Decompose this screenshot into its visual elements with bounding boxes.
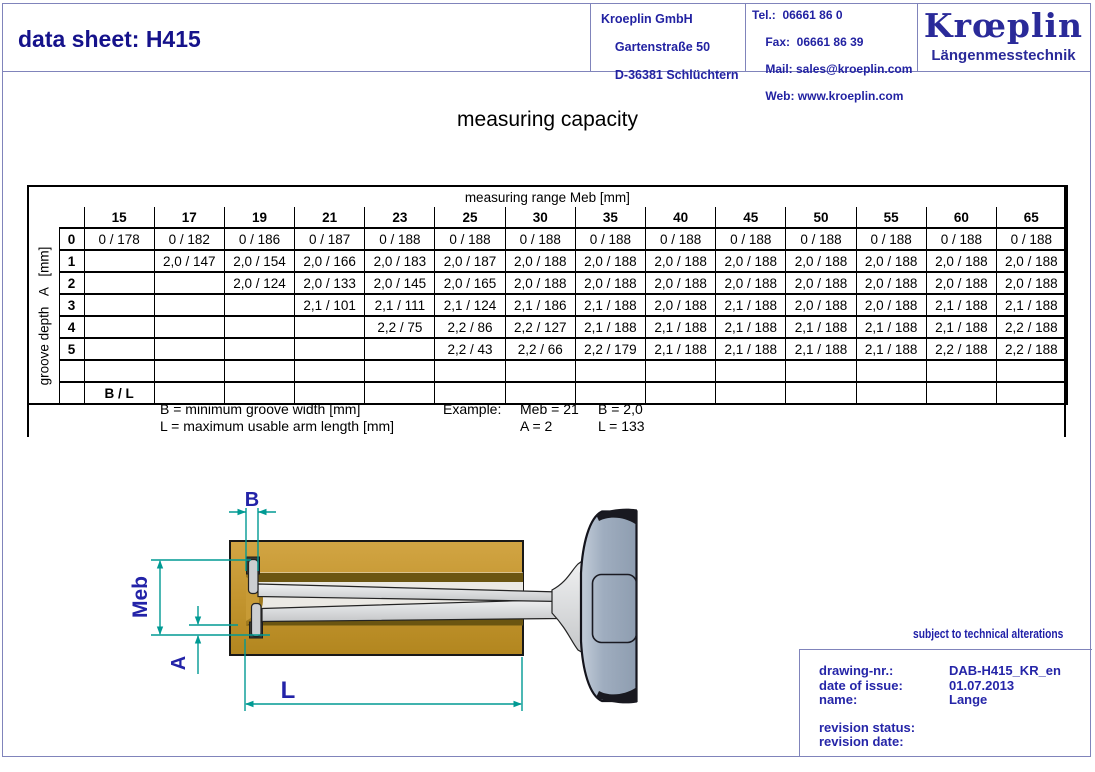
row-label xyxy=(59,382,84,404)
table-cell: 2,1 / 188 xyxy=(716,338,786,360)
table-cell: 2,0 / 188 xyxy=(856,250,926,272)
table-cell xyxy=(84,272,154,294)
table-cell: 2,2 / 66 xyxy=(505,338,575,360)
address-line-3: D-36381 Schlüchtern xyxy=(614,68,739,82)
lower-contact-tip xyxy=(252,604,262,637)
example-meb: Meb = 21 xyxy=(520,401,579,417)
header-divider xyxy=(2,71,1091,72)
drawing-info-box xyxy=(799,649,1092,757)
column-header: 55 xyxy=(856,207,926,228)
groove-depth-axis-label: groove depth A [mm] xyxy=(36,246,52,385)
table-cell: 0 / 188 xyxy=(435,228,505,250)
contact-web: Web: www.kroeplin.com xyxy=(765,89,904,103)
table-cell xyxy=(84,316,154,338)
header-col-divider-1 xyxy=(590,3,591,71)
address-line-2: Gartenstraße 50 xyxy=(614,40,711,54)
table-cell: 2,1 / 188 xyxy=(646,316,716,338)
table-cell xyxy=(856,360,926,382)
table-cell: 0 / 186 xyxy=(224,228,294,250)
table-cell: 2,1 / 188 xyxy=(926,294,996,316)
table-cell xyxy=(786,360,856,382)
example-l: L = 133 xyxy=(598,418,645,434)
table-cell: 2,1 / 111 xyxy=(365,294,435,316)
table-cell: 2,0 / 188 xyxy=(646,294,716,316)
table-cell xyxy=(224,294,294,316)
column-header: 30 xyxy=(505,207,575,228)
column-header: 19 xyxy=(224,207,294,228)
dim-label-meb: Meb xyxy=(129,576,152,618)
table-cell: 2,0 / 145 xyxy=(365,272,435,294)
table-cell: 2,0 / 124 xyxy=(224,272,294,294)
column-header: 40 xyxy=(646,207,716,228)
table-cell: 2,1 / 188 xyxy=(716,294,786,316)
table-cell: 2,0 / 188 xyxy=(716,250,786,272)
table-cell: 2,0 / 165 xyxy=(435,272,505,294)
address-line-1: Kroeplin GmbH xyxy=(601,12,693,26)
table-cell: 2,0 / 188 xyxy=(786,294,856,316)
side-label-cell xyxy=(28,228,59,404)
info-row-revision-status xyxy=(800,721,1092,736)
table-cell: 2,1 / 188 xyxy=(646,338,716,360)
corner-spacer xyxy=(28,207,59,228)
table-cell: 0 / 188 xyxy=(996,228,1066,250)
table-cell: 0 / 178 xyxy=(84,228,154,250)
column-header: 21 xyxy=(295,207,365,228)
table-cell: 2,2 / 188 xyxy=(996,338,1066,360)
table-cell xyxy=(295,316,365,338)
contact-mail: Mail: sales@kroeplin.com xyxy=(765,62,913,76)
column-header: 25 xyxy=(435,207,505,228)
table-cell xyxy=(224,338,294,360)
info-label: revision status: xyxy=(819,719,916,735)
row-label: 1 xyxy=(59,250,84,272)
table-cell xyxy=(295,360,365,382)
info-value: 01.07.2013 xyxy=(949,677,1015,693)
table-cell: 2,2 / 86 xyxy=(435,316,505,338)
legend-l: L = maximum usable arm length [mm] xyxy=(160,418,395,434)
table-cell: 2,0 / 188 xyxy=(716,272,786,294)
row-label: 3 xyxy=(59,294,84,316)
table-cell xyxy=(996,382,1066,404)
measuring-capacity-table xyxy=(27,185,1068,405)
info-value: DAB-H415_KR_en xyxy=(949,663,1061,678)
capacity-table xyxy=(27,185,1068,405)
column-header: 65 xyxy=(996,207,1066,228)
company-address xyxy=(601,12,739,82)
table-cell: 2,1 / 188 xyxy=(996,294,1066,316)
table-cell xyxy=(154,360,224,382)
table-cell: 0 / 188 xyxy=(575,228,645,250)
table-cell xyxy=(224,316,294,338)
column-header: 23 xyxy=(365,207,435,228)
table-cell: 2,2 / 127 xyxy=(505,316,575,338)
table-cell xyxy=(856,382,926,404)
dim-label-a: A xyxy=(168,655,190,671)
table-row xyxy=(28,250,1067,272)
table-cell: 2,0 / 133 xyxy=(295,272,365,294)
table-cell: 2,0 / 154 xyxy=(224,250,294,272)
example-b: B = 2,0 xyxy=(598,401,643,417)
table-cell xyxy=(84,360,154,382)
table-cell xyxy=(996,360,1066,382)
info-row-date-of-issue xyxy=(800,679,1092,694)
column-header: 50 xyxy=(786,207,856,228)
row-label: 5 xyxy=(59,338,84,360)
page-title: measuring capacity xyxy=(457,108,638,131)
table-cell xyxy=(786,382,856,404)
company-contact xyxy=(752,9,912,104)
rownum-header-spacer xyxy=(59,207,84,228)
table-cell: 2,0 / 188 xyxy=(646,250,716,272)
table-cell xyxy=(154,316,224,338)
alterations-notice: subject to technical alterations xyxy=(912,627,1063,641)
table-cell xyxy=(575,360,645,382)
table-cell xyxy=(926,360,996,382)
table-cell: 2,0 / 188 xyxy=(926,272,996,294)
contact-fax: Fax: 06661 86 39 xyxy=(765,35,864,49)
table-cell: 2,2 / 179 xyxy=(575,338,645,360)
table-cell: 0 / 188 xyxy=(856,228,926,250)
table-cell: 2,1 / 188 xyxy=(786,338,856,360)
table-row xyxy=(28,294,1067,316)
table-cell: 0 / 188 xyxy=(786,228,856,250)
table-cell xyxy=(646,382,716,404)
table-cell: 2,0 / 166 xyxy=(295,250,365,272)
table-cell: 2,1 / 188 xyxy=(856,338,926,360)
table-cell: 0 / 188 xyxy=(365,228,435,250)
table-cell xyxy=(84,294,154,316)
table-cell xyxy=(365,360,435,382)
column-header: 45 xyxy=(716,207,786,228)
table-cell: 2,1 / 188 xyxy=(786,316,856,338)
company-logo: Krœplin xyxy=(923,6,1084,45)
table-cell xyxy=(154,272,224,294)
table-cell: 0 / 188 xyxy=(926,228,996,250)
info-label: revision date: xyxy=(819,734,904,749)
table-cell: 2,0 / 183 xyxy=(365,250,435,272)
info-label: date of issue: xyxy=(819,677,903,693)
table-row xyxy=(28,338,1067,360)
table-cell xyxy=(84,250,154,272)
table-cell: 2,0 / 188 xyxy=(996,272,1066,294)
info-value: Lange xyxy=(949,692,988,707)
row-label: 0 xyxy=(59,228,84,250)
table-cell: 2,0 / 188 xyxy=(786,250,856,272)
info-label: drawing-nr.: xyxy=(819,663,894,678)
table-cell xyxy=(365,338,435,360)
table-cell: 2,1 / 101 xyxy=(295,294,365,316)
table-cell: 2,0 / 188 xyxy=(505,272,575,294)
upper-contact-tip xyxy=(249,560,259,594)
table-cell: 0 / 187 xyxy=(295,228,365,250)
table-cell: 0 / 182 xyxy=(154,228,224,250)
table-cell: B / L xyxy=(84,382,154,404)
table-cell: 0 / 188 xyxy=(716,228,786,250)
column-header: 35 xyxy=(575,207,645,228)
table-cell xyxy=(154,338,224,360)
table-row xyxy=(28,228,1067,250)
table-cell: 2,0 / 187 xyxy=(435,250,505,272)
contact-tel: Tel.: 06661 86 0 xyxy=(752,8,843,22)
table-cell xyxy=(365,382,435,404)
table-cell: 2,0 / 188 xyxy=(575,272,645,294)
table-cell: 2,1 / 188 xyxy=(575,294,645,316)
table-cell xyxy=(84,338,154,360)
dim-label-l: L xyxy=(280,677,296,704)
info-row-name xyxy=(800,693,1092,708)
company-logo-subtitle: Längenmesstechnik xyxy=(931,47,1076,64)
table-cell: 2,1 / 188 xyxy=(575,316,645,338)
table-cell: 2,0 / 147 xyxy=(154,250,224,272)
row-label xyxy=(59,360,84,382)
row-label: 2 xyxy=(59,272,84,294)
table-cell: 2,2 / 188 xyxy=(996,316,1066,338)
table-cell xyxy=(505,360,575,382)
table-cell xyxy=(435,360,505,382)
info-label: name: xyxy=(819,692,858,707)
table-cell xyxy=(716,360,786,382)
table-cell: 2,2 / 188 xyxy=(926,338,996,360)
table-cell: 2,0 / 188 xyxy=(996,250,1066,272)
table-cell: 2,0 / 188 xyxy=(786,272,856,294)
table-cell: 2,0 / 188 xyxy=(646,272,716,294)
table-cell xyxy=(646,360,716,382)
table-row xyxy=(28,316,1067,338)
table-cell: 2,1 / 188 xyxy=(716,316,786,338)
legend-b: B = minimum groove width [mm] xyxy=(160,401,361,417)
table-cell: 2,1 / 124 xyxy=(435,294,505,316)
table-cell xyxy=(926,382,996,404)
table-cell: 2,0 / 188 xyxy=(856,272,926,294)
table-cell xyxy=(224,360,294,382)
sheet-title: data sheet: H415 xyxy=(18,26,201,52)
table-cell: 2,2 / 75 xyxy=(365,316,435,338)
row-label: 4 xyxy=(59,316,84,338)
table-cell: 2,0 / 188 xyxy=(505,250,575,272)
column-header: 17 xyxy=(154,207,224,228)
table-cell: 2,1 / 186 xyxy=(505,294,575,316)
table-cell xyxy=(154,294,224,316)
table-cell: 2,2 / 43 xyxy=(435,338,505,360)
column-header: 60 xyxy=(926,207,996,228)
table-cell xyxy=(295,338,365,360)
table-cell: 2,0 / 188 xyxy=(856,294,926,316)
instrument-body xyxy=(581,509,637,704)
table-cell: 2,1 / 188 xyxy=(856,316,926,338)
dim-label-b: B xyxy=(244,489,260,511)
range-header: measuring range Meb [mm] xyxy=(464,189,630,205)
instrument-diagram xyxy=(100,470,680,770)
table-cell: 2,1 / 188 xyxy=(926,316,996,338)
example-a: A = 2 xyxy=(520,418,553,434)
column-header: 15 xyxy=(84,207,154,228)
info-row-drawing-nr xyxy=(800,664,1092,679)
info-row-revision-date xyxy=(800,735,1092,750)
table-cell: 0 / 188 xyxy=(646,228,716,250)
table-row xyxy=(28,360,1067,382)
legend-example-label: Example: xyxy=(443,401,502,417)
header-col-divider-2 xyxy=(745,3,746,71)
table-row xyxy=(28,272,1067,294)
table-cell: 0 / 188 xyxy=(505,228,575,250)
table-cell: 2,0 / 188 xyxy=(926,250,996,272)
table-cell xyxy=(716,382,786,404)
table-cell: 2,0 / 188 xyxy=(575,250,645,272)
